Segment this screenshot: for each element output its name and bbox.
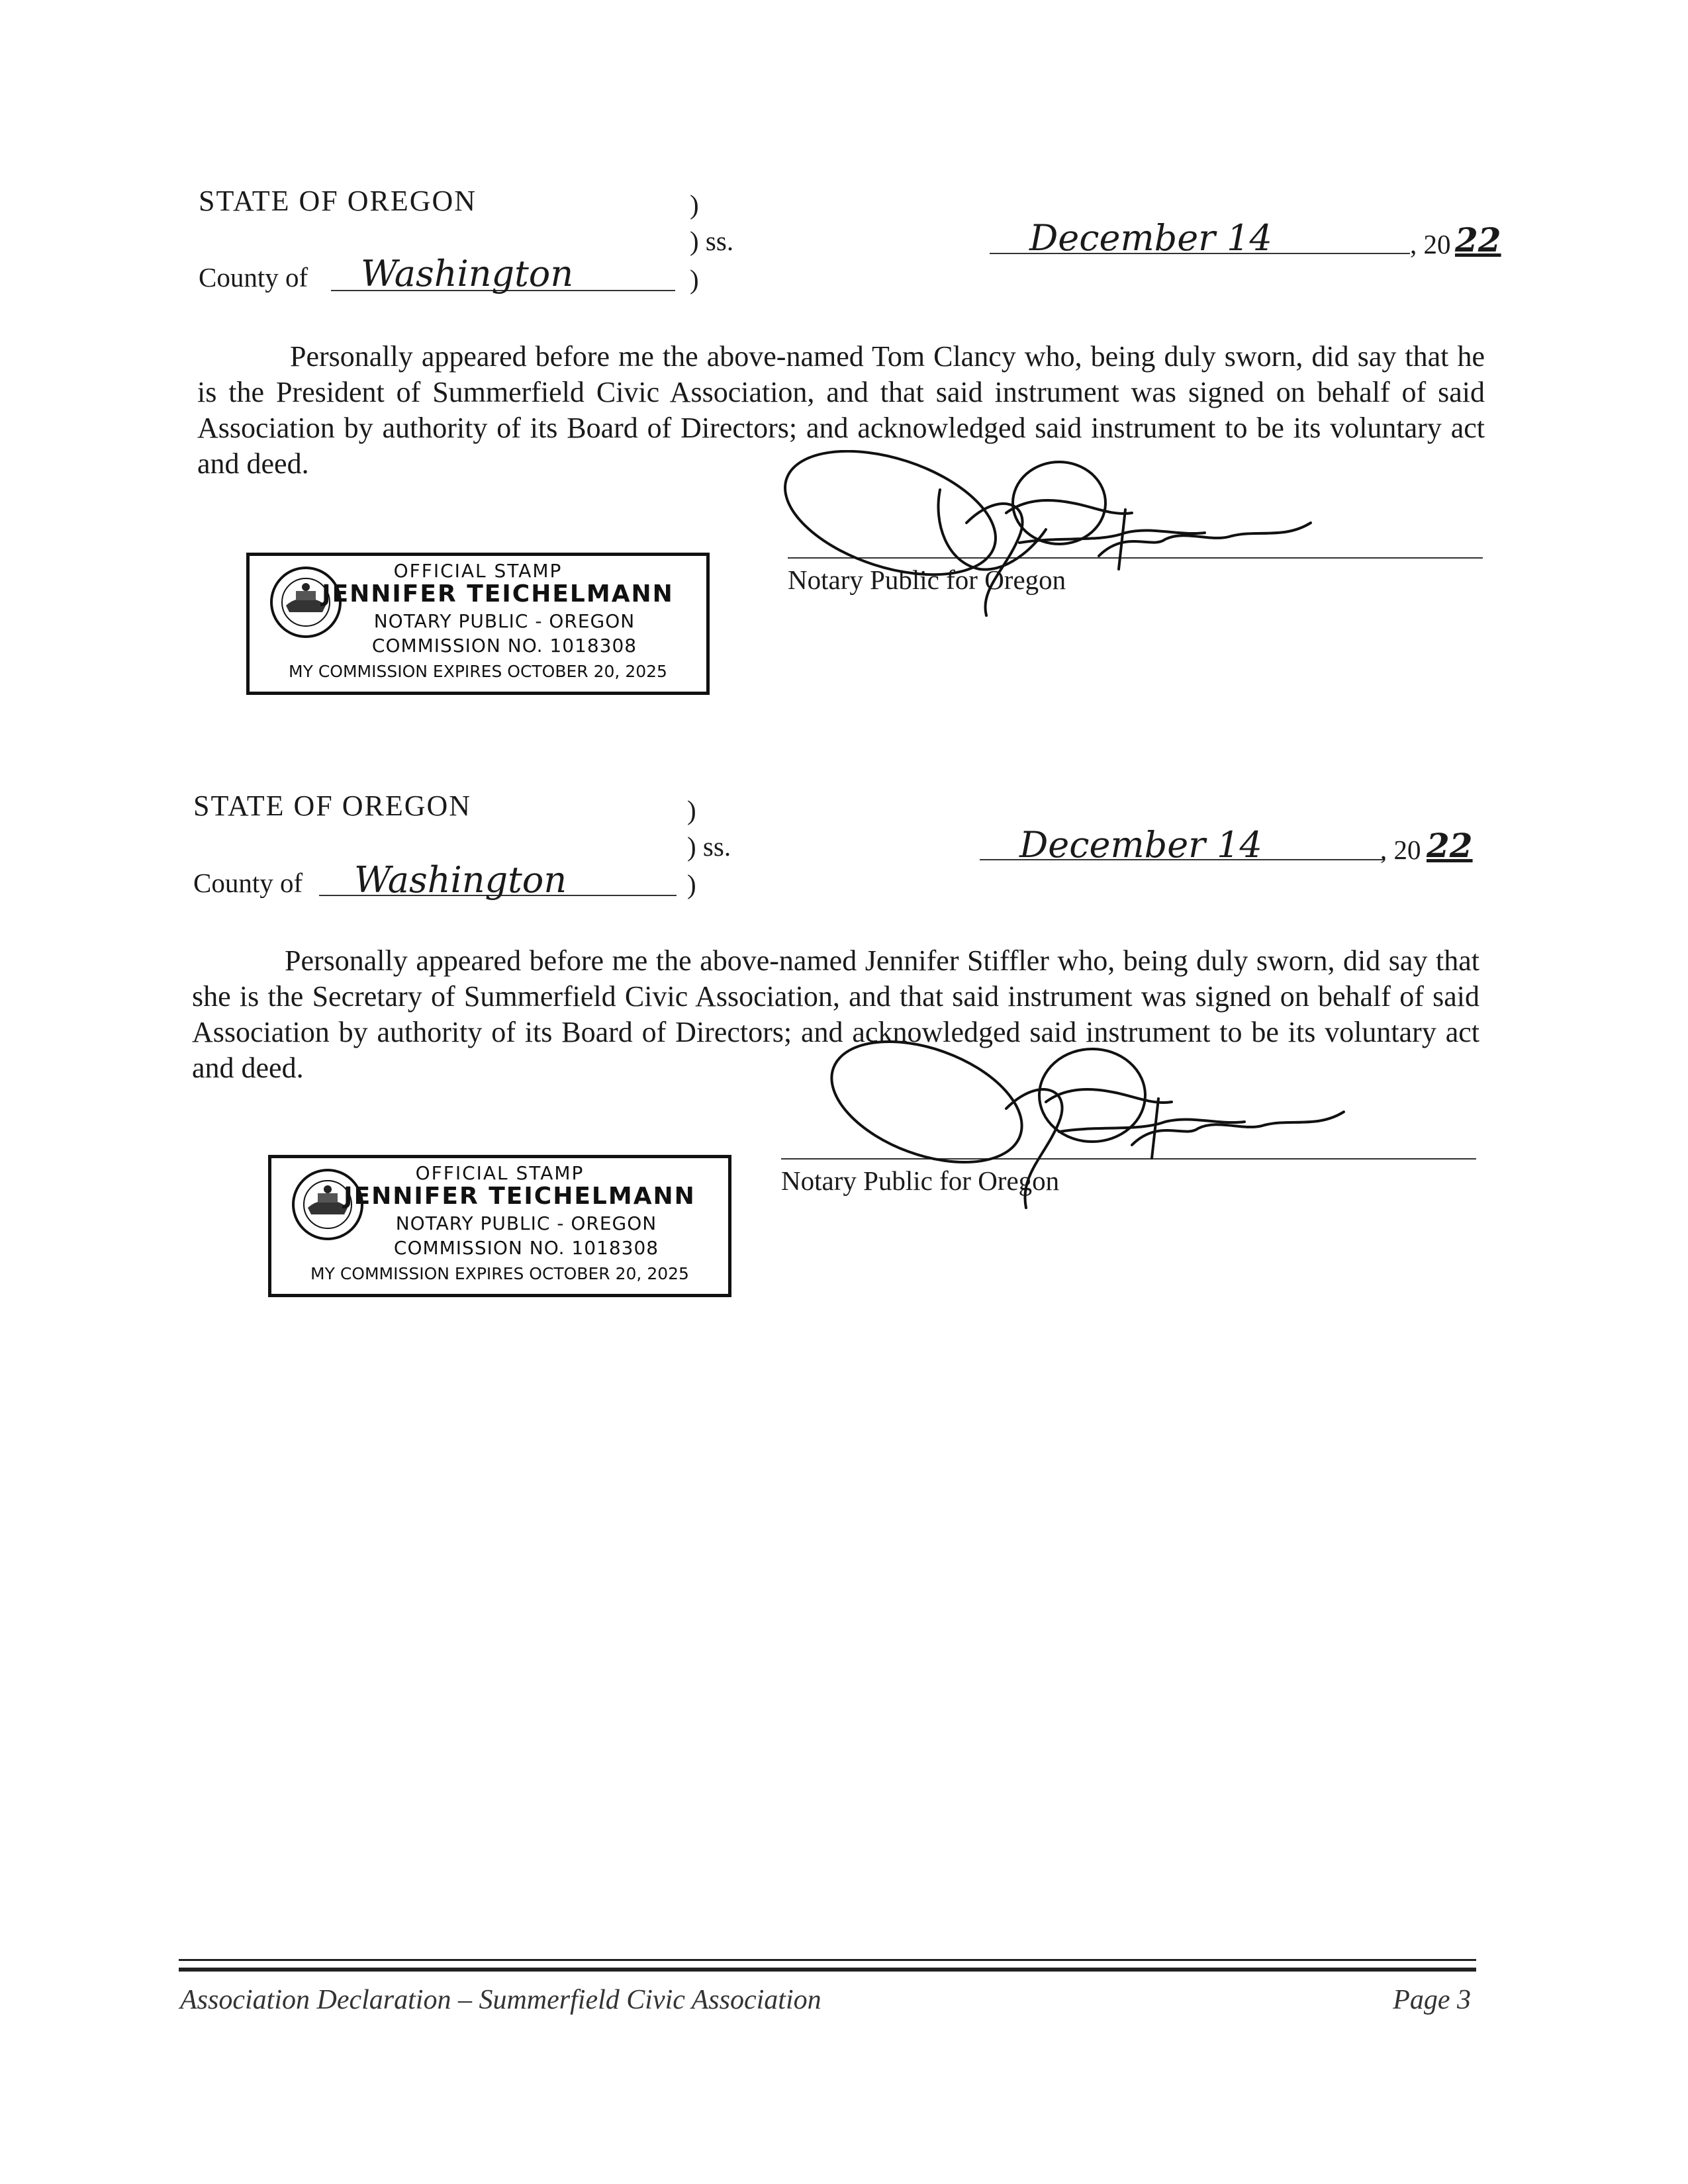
official-notary-stamp	[268, 1155, 731, 1297]
county-value: Washington	[354, 859, 567, 901]
stamp-title: OFFICIAL STAMP	[393, 560, 563, 582]
notary-label: Notary Public for Oregon	[788, 565, 1066, 595]
stamp-title: OFFICIAL STAMP	[415, 1162, 585, 1184]
venue-paren-close: )	[690, 264, 699, 295]
stamp-commission-number: COMMISSION NO. 1018308	[393, 1237, 659, 1259]
footer-rule	[179, 1959, 1476, 1972]
acknowledgment-paragraph: Personally appeared before me the above-named Tom Clancy who, being duly sworn, did say that he is the President of Summerfield Civic Association, and that said instrument was signed on behalf of said Association by authority of its Board of Directors; and acknowledged said instrument to be its voluntary act and deed.	[197, 340, 1485, 480]
county-label: County of	[199, 262, 308, 293]
official-notary-stamp	[246, 553, 710, 695]
date-value: December 14	[1029, 217, 1272, 259]
date-value: December 14	[1019, 824, 1262, 866]
county-value: Washington	[361, 253, 574, 295]
page-number: Page 3	[1393, 1985, 1471, 2015]
stamp-expiration: MY COMMISSION EXPIRES OCTOBER 20, 2025	[289, 662, 667, 681]
acknowledgment-paragraph: Personally appeared before me the above-named Jennifer Stiffler who, being duly sworn, did say that she is the Secretary of Summerfield Civic Association, and that said instrument was signed on behalf of said Association by authority of its Board of Directors; and acknowledged said instrument to be its voluntary act and deed.	[192, 944, 1479, 1084]
state-heading: STATE OF OREGON	[193, 790, 472, 822]
year-value: 22	[1427, 826, 1473, 865]
year-prefix: , 20	[1410, 229, 1451, 259]
venue-ss: ) ss.	[687, 831, 731, 862]
venue-paren-close: )	[687, 869, 696, 899]
county-label: County of	[193, 868, 303, 898]
handwritten-signature-icon	[827, 1036, 1357, 1234]
notary-label: Notary Public for Oregon	[781, 1165, 1060, 1196]
stamp-notary-name: JENNIFER TEICHELMANN	[322, 580, 674, 608]
footer-title: Association Declaration – Summerfield Civic Association	[180, 1985, 821, 2015]
venue-ss: ) ss.	[690, 226, 734, 256]
state-heading: STATE OF OREGON	[199, 185, 477, 217]
venue-paren: )	[690, 189, 699, 220]
stamp-notary-public: NOTARY PUBLIC - OREGON	[373, 610, 635, 632]
stamp-expiration: MY COMMISSION EXPIRES OCTOBER 20, 2025	[310, 1264, 689, 1283]
year-value: 22	[1455, 220, 1501, 259]
stamp-notary-public: NOTARY PUBLIC - OREGON	[395, 1212, 657, 1234]
year-prefix: , 20	[1380, 835, 1421, 865]
handwritten-signature-icon	[781, 450, 1377, 649]
stamp-commission-number: COMMISSION NO. 1018308	[371, 635, 637, 657]
venue-paren: )	[687, 795, 696, 825]
stamp-notary-name: JENNIFER TEICHELMANN	[344, 1183, 696, 1210]
